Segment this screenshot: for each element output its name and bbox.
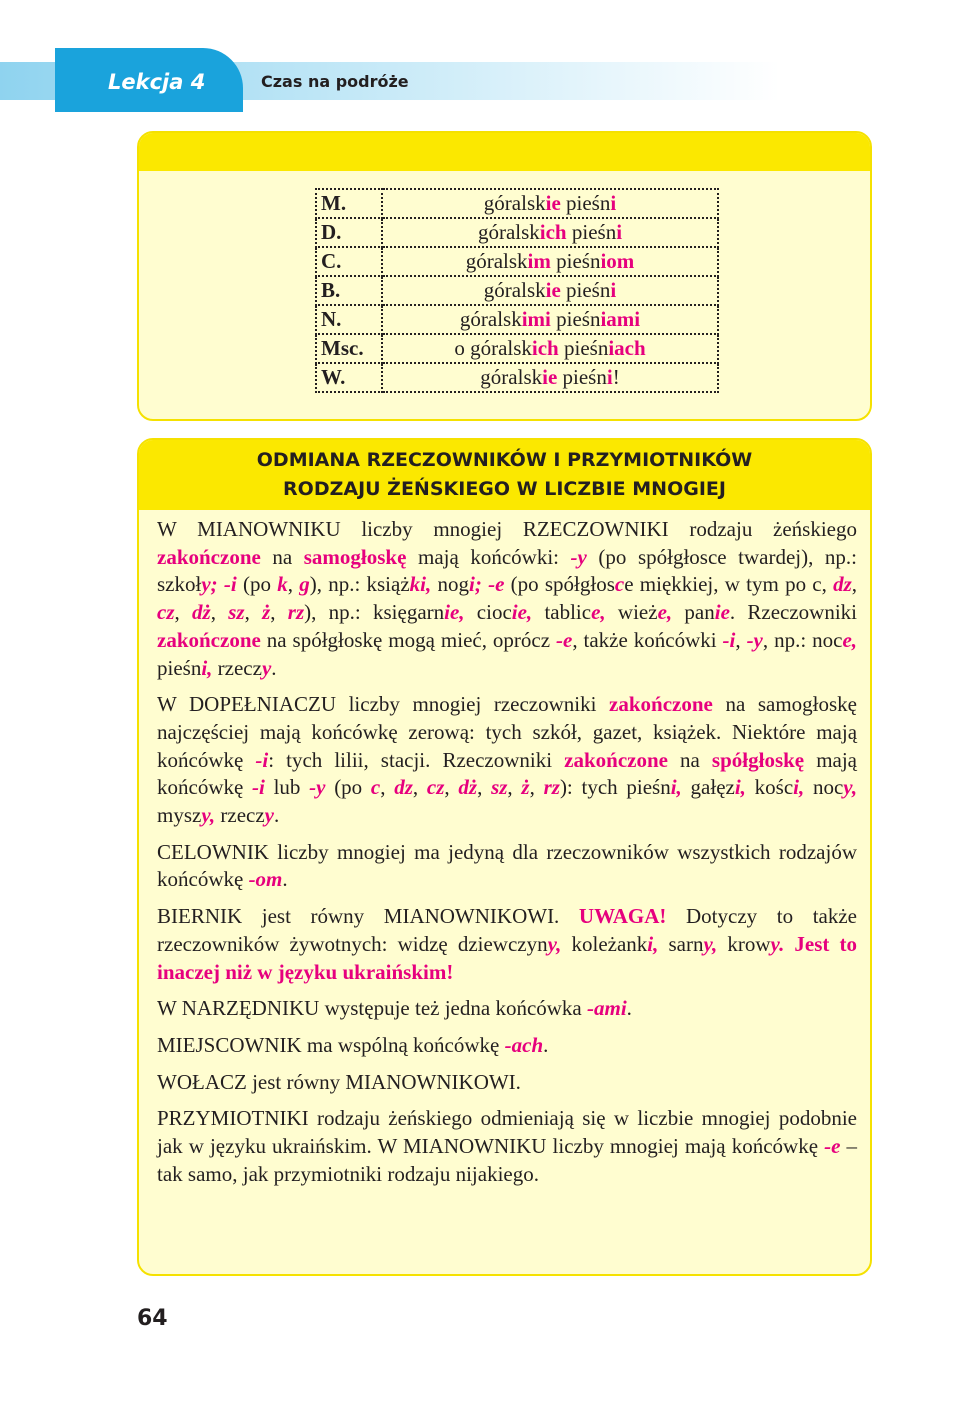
stem: pieśn <box>558 336 609 360</box>
topic-title: Czas na podróże <box>261 72 409 91</box>
declension-row <box>316 334 718 363</box>
page-number: 64 <box>137 1306 168 1331</box>
declension-box <box>137 131 872 421</box>
stem: pieśn <box>557 365 607 389</box>
ending: im <box>527 249 551 273</box>
stem: góralsk <box>480 365 543 389</box>
case-label: B. <box>316 276 382 305</box>
case-form <box>382 189 718 218</box>
case-label: Msc. <box>316 334 382 363</box>
ending: i <box>610 278 617 302</box>
declension-row <box>316 363 718 392</box>
ending: ie <box>545 191 561 215</box>
declension-box-band <box>139 133 870 171</box>
case-form <box>382 218 718 247</box>
rules-title-line2: RODZAJU ŻEŃSKIEGO W LICZBIE MNOGIEJ <box>283 478 726 500</box>
ending: iami <box>600 307 641 331</box>
stem: o <box>454 336 471 360</box>
ending: ich <box>539 220 567 244</box>
case-label: M. <box>316 189 382 218</box>
lesson-label: Lekcja 4 <box>108 70 206 94</box>
stem: pieśn <box>566 220 617 244</box>
ending: i <box>606 365 613 389</box>
rule-dative: CELOWNIK liczby mnogiej ma jedyną dla rzeczowników wszystkich rodzajów końcówkę -om. <box>157 839 857 892</box>
declension-row <box>316 247 718 276</box>
stem: ! <box>612 365 620 389</box>
case-label: W. <box>316 363 382 392</box>
rule-genitive: W DOPEŁNIACZU liczby mnogiej rzeczowniki zakończone na samogłoskę najczęściej mają końcówkę zerową: tych szkół, gazet, książek. Niektóre mają końcówkę -i: tych lilii, stacji. Rzeczowniki zakończone na spółgłoskę mają końcówkę -i lub -y (po c, dz, cz, dż, sz, ż, rz): tych pieśni, gałęzi, kości, nocy, myszy, rzeczy. <box>157 692 858 828</box>
ending: i <box>616 220 623 244</box>
rule-locative: MIEJSCOWNIK ma wspólną końcówkę -ach. <box>157 1032 549 1057</box>
stem: góralsk <box>465 249 528 273</box>
stem: pieśn <box>560 278 611 302</box>
case-form <box>382 247 718 276</box>
ending: ie <box>545 278 561 302</box>
ending: ich <box>531 336 559 360</box>
case-form <box>382 363 718 392</box>
case-label: D. <box>316 218 382 247</box>
stem: góralsk <box>483 191 546 215</box>
rule-accusative: BIERNIK jest równy MIANOWNIKOWI. UWAGA! Dotyczy to także rzeczowników żywotnych: widzę dziewczyny, koleżanki, sarny, krowy. Jest to inaczej niż w języku ukraińskim! <box>157 904 857 984</box>
stem: góralsk <box>477 220 540 244</box>
rules-title <box>139 440 870 510</box>
stem: pieśn <box>550 249 601 273</box>
stem: góralsk <box>483 278 546 302</box>
ending: iach <box>608 336 646 360</box>
stem: góralsk <box>470 336 532 360</box>
case-form <box>382 334 718 363</box>
rule-adjectives: PRZYMIOTNIKI rodzaju żeńskiego odmieniają się w liczbie mnogiej podobnie jak w języku ukraińskim. W MIANOWNIKU liczby mnogiej mają końcówkę -e – tak samo, jak przymiotniki rodzaju nijakiego. <box>157 1106 857 1186</box>
ending: ie <box>542 365 558 389</box>
rule-vocative: WOŁACZ jest równy MIANOWNIKOWI. <box>157 1069 521 1094</box>
ending: i <box>610 191 617 215</box>
rules-body <box>157 516 857 1197</box>
rules-box <box>137 438 872 1276</box>
declension-row <box>316 276 718 305</box>
rules-title-line1: ODMIANA RZECZOWNIKÓW I PRZYMIOTNIKÓW <box>256 449 753 471</box>
case-label: C. <box>316 247 382 276</box>
rule-instrumental: W NARZĘDNIKU występuje też jedna końcówka -ami. <box>157 996 632 1021</box>
ending: imi <box>521 307 551 331</box>
rule-nominative: W MIANOWNIKU liczby mnogiej RZECZOWNIKI rodzaju żeńskiego zakończone na samogłoskę mają końcówki: -y (po spółgłosce twardej), np.: szkoły; -i (po k, g), np.: książki, nogi; -e (po spółgłosce miękkiej, w tym po c, dz, cz, dż, sz, ż, rz), np.: księgarnie, ciocie, tablice, wieże, panie. Rzeczowniki zakończone na spółgłoskę mogą mieć, oprócz -e, także końcówki -i, -y, np.: noce, pieśni, rzeczy. <box>157 517 858 680</box>
declension-row <box>316 189 718 218</box>
declension-table <box>315 188 719 393</box>
stem: pieśn <box>560 191 611 215</box>
case-form <box>382 305 718 334</box>
case-label: N. <box>316 305 382 334</box>
declension-row <box>316 218 718 247</box>
stem: pieśn <box>550 307 601 331</box>
case-form <box>382 276 718 305</box>
stem: góralsk <box>459 307 522 331</box>
declension-row <box>316 305 718 334</box>
ending: iom <box>600 249 635 273</box>
